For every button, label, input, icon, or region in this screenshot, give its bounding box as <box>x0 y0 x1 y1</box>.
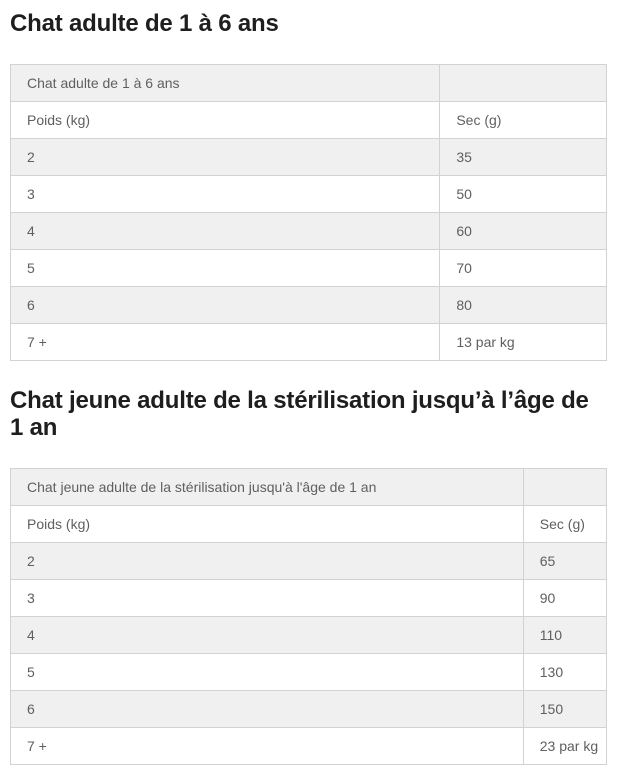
feeding-table-jeune-adulte <box>10 468 607 765</box>
cell-poids: 6 <box>11 287 440 324</box>
table-row <box>11 139 607 176</box>
table-title-row <box>11 65 607 102</box>
feeding-table-adult <box>10 64 607 361</box>
table-row <box>11 213 607 250</box>
table-title-cell: Chat jeune adulte de la stérilisation jusqu'à l'âge de 1 an <box>11 469 524 506</box>
table-row <box>11 580 607 617</box>
table-title-cell: Chat adulte de 1 à 6 ans <box>11 65 440 102</box>
column-header-poids: Poids (kg) <box>11 102 440 139</box>
table-header-row <box>11 506 607 543</box>
cell-sec: 90 <box>523 580 606 617</box>
cell-poids: 7 + <box>11 728 524 765</box>
table-row <box>11 617 607 654</box>
cell-poids: 2 <box>11 543 524 580</box>
cell-poids: 5 <box>11 654 524 691</box>
cell-sec: 35 <box>440 139 607 176</box>
cell-sec: 150 <box>523 691 606 728</box>
cell-sec: 60 <box>440 213 607 250</box>
column-header-sec: Sec (g) <box>523 506 606 543</box>
table-row <box>11 324 607 361</box>
table-row <box>11 176 607 213</box>
table-header-row <box>11 102 607 139</box>
cell-sec: 110 <box>523 617 606 654</box>
table-row <box>11 287 607 324</box>
table-row <box>11 691 607 728</box>
column-header-sec: Sec (g) <box>440 102 607 139</box>
cell-poids: 6 <box>11 691 524 728</box>
section-heading-jeune-adulte: Chat jeune adulte de la stérilisation jusqu’à l’âge de 1 an <box>10 387 589 441</box>
cell-poids: 5 <box>11 250 440 287</box>
cell-sec: 23 par kg <box>523 728 606 765</box>
cell-poids: 3 <box>11 176 440 213</box>
cell-sec: 70 <box>440 250 607 287</box>
cell-poids: 4 <box>11 617 524 654</box>
cell-sec: 13 par kg <box>440 324 607 361</box>
table-title-empty-cell <box>440 65 607 102</box>
cell-poids: 4 <box>11 213 440 250</box>
table-row <box>11 728 607 765</box>
cell-sec: 130 <box>523 654 606 691</box>
cell-sec: 65 <box>523 543 606 580</box>
column-header-poids: Poids (kg) <box>11 506 524 543</box>
cell-poids: 3 <box>11 580 524 617</box>
table-row <box>11 543 607 580</box>
cell-sec: 50 <box>440 176 607 213</box>
table-title-empty-cell <box>523 469 606 506</box>
cell-poids: 2 <box>11 139 440 176</box>
table-row <box>11 654 607 691</box>
section-heading-adult: Chat adulte de 1 à 6 ans <box>10 10 279 37</box>
cell-poids: 7 + <box>11 324 440 361</box>
table-title-row <box>11 469 607 506</box>
cell-sec: 80 <box>440 287 607 324</box>
table-row <box>11 250 607 287</box>
